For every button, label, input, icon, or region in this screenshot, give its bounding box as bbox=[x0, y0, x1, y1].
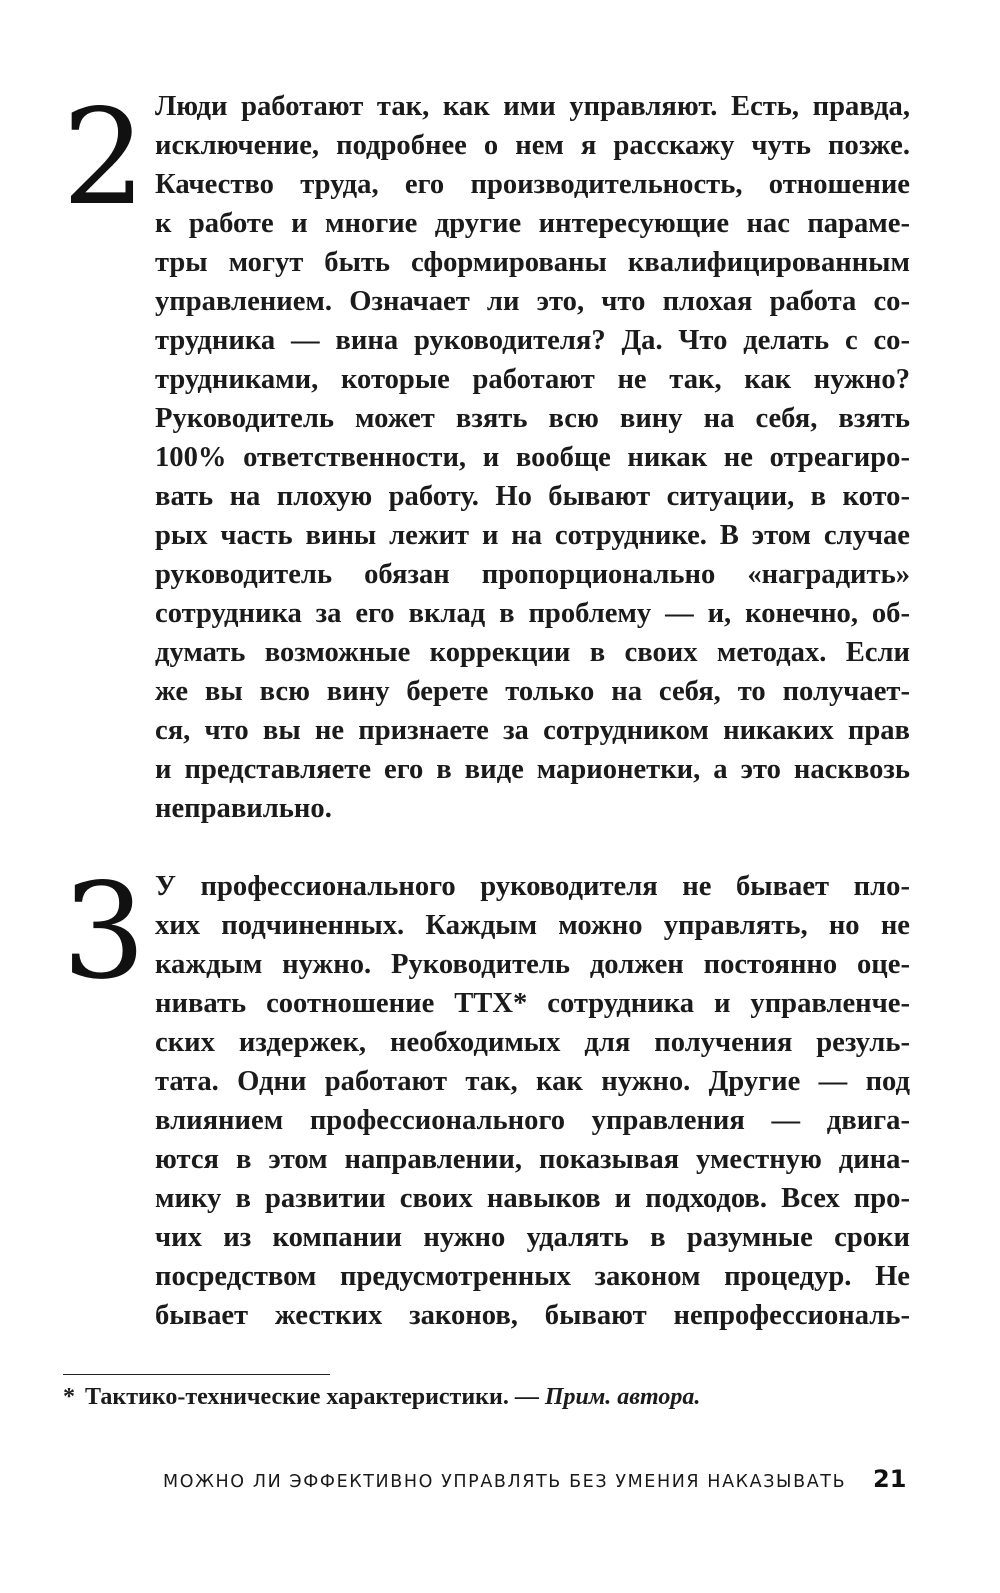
text-line: руководитель обязан пропорционально «наградить» bbox=[155, 559, 910, 590]
text-line: влиянием профессионального управления — двига- bbox=[155, 1105, 910, 1136]
section-2-text bbox=[155, 87, 910, 828]
text-line: ских издержек, необходимых для получения резуль- bbox=[155, 1027, 910, 1058]
text-line: тата. Одни работают так, как нужно. Другие — под bbox=[155, 1066, 910, 1097]
text-line: сотрудника за его вклад в проблему — и, конечно, об- bbox=[155, 598, 910, 629]
text-line: рых часть вины лежит и на сотруднике. В этом случае bbox=[155, 520, 910, 551]
section-number-3: 3 bbox=[62, 855, 146, 1009]
footnote bbox=[63, 1380, 700, 1414]
text-line: трудниками, которые работают не так, как нужно? bbox=[155, 364, 910, 395]
text-line: и представляете его в виде марионетки, а это насквозь bbox=[155, 754, 910, 785]
text-line: ся, что вы не признаете за сотрудником никаких прав bbox=[155, 715, 910, 746]
text-line: трудника — вина руководителя? Да. Что делать с со- bbox=[155, 325, 910, 356]
text-line: вать на плохую работу. Но бывают ситуации, в кото- bbox=[155, 481, 910, 512]
text-line: 100% ответственности, и вообще никак не отреагиро- bbox=[155, 442, 910, 473]
footnote-divider bbox=[63, 1374, 330, 1375]
footnote-note: Прим. автора. bbox=[544, 1384, 701, 1410]
running-title: МОЖНО ЛИ ЭФФЕКТИВНО УПРАВЛЯТЬ БЕЗ УМЕНИЯ НАКАЗЫВАТЬ bbox=[163, 1472, 847, 1492]
footnote-text: Тактико-технические характеристики. — bbox=[85, 1384, 539, 1410]
text-line: исключение, подробнее о нем я расскажу чуть позже. bbox=[155, 130, 910, 161]
text-line: У профессионального руководителя не бывает пло- bbox=[155, 871, 910, 902]
text-line: хих подчиненных. Каждым можно управлять, но не bbox=[155, 910, 910, 941]
text-line: Люди работают так, как ими управляют. Есть, правда, bbox=[155, 91, 910, 122]
text-line: нивать соотношение ТТХ* сотрудника и управленче- bbox=[155, 988, 910, 1019]
text-line: чих из компании нужно удалять в разумные сроки bbox=[155, 1222, 910, 1253]
text-line: ются в этом направлении, показывая уместную дина- bbox=[155, 1144, 910, 1175]
text-line: Качество труда, его производительность, отношение bbox=[155, 169, 910, 200]
text-line: неправильно. bbox=[155, 793, 332, 824]
section-number-2: 2 bbox=[62, 81, 146, 235]
text-line: управлением. Означает ли это, что плохая работа со- bbox=[155, 286, 910, 317]
text-line: посредством предусмотренных законом процедур. Не bbox=[155, 1261, 910, 1292]
text-line: к работе и многие другие интересующие нас параме- bbox=[155, 208, 910, 239]
text-line: бывает жестких законов, бывают непрофессиональ- bbox=[155, 1300, 910, 1331]
text-line: каждым нужно. Руководитель должен постоянно оце- bbox=[155, 949, 910, 980]
text-line: Руководитель может взять всю вину на себя, взять bbox=[155, 403, 910, 434]
text-line: тры могут быть сформированы квалифицированным bbox=[155, 247, 910, 278]
page-number: 21 bbox=[873, 1465, 907, 1493]
text-line: думать возможные коррекции в своих методах. Если bbox=[155, 637, 910, 668]
text-line: мику в развитии своих навыков и подходов. Всех про- bbox=[155, 1183, 910, 1214]
text-line: же вы всю вину берете только на себя, то получает- bbox=[155, 676, 910, 707]
section-3-text bbox=[155, 867, 910, 1335]
footnote-marker: * bbox=[63, 1384, 75, 1410]
